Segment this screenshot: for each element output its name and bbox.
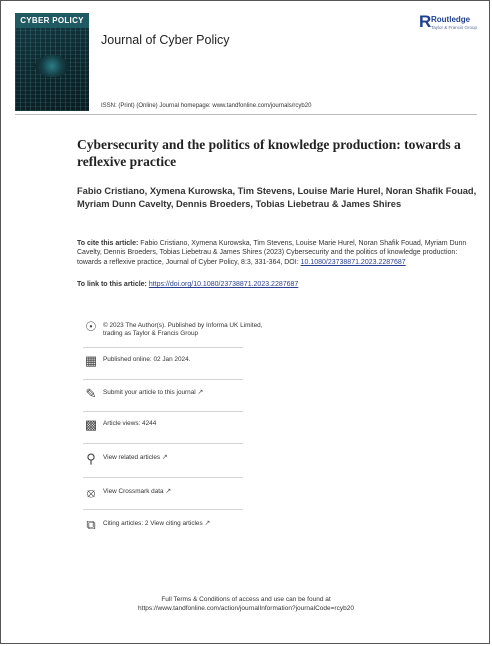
cite-label: To cite this article: [77, 240, 139, 247]
separator [83, 347, 243, 348]
pencil-icon: ✎ [85, 386, 97, 401]
separator [83, 379, 243, 380]
external-link-icon: ↗ [204, 520, 211, 527]
terms-url[interactable]: https://www.tandfonline.com/action/journalInformation?journalCode=rcyb20 [138, 605, 354, 612]
article-views-info [83, 417, 283, 439]
crossmark-text: View Crossmark data [103, 488, 164, 495]
citing-articles-icon: ⧉ [86, 517, 96, 532]
article-title: Cybersecurity and the politics of knowledge production: towards a reflexive practice [77, 137, 461, 169]
open-access-icon: ☉ [85, 319, 97, 334]
separator [83, 509, 243, 510]
cite-doi-link[interactable]: 10.1080/23738871.2023.2287687 [300, 258, 406, 266]
cover-title: CYBER POLICY [15, 13, 89, 28]
published-text: Published online: 02 Jan 2024. [103, 356, 191, 363]
article-doi-link[interactable]: https://doi.org/10.1080/23738871.2023.2287687 [148, 281, 299, 288]
journal-title: Journal of Cyber Policy [101, 33, 230, 47]
crossmark-link[interactable] [83, 485, 283, 507]
cite-text: Fabio Cristiano, Xymena Kurowska, Tim Stevens, Louise Marie Hurel, Noran Shafik Fouad, Myriam Dunn Cavelty, Dennis Broeders, Tobias Liebetrau & James Shires (2023) Cybersecurity and the politics of knowledge production: towards a reflexive practice, Journal of Cyber Policy, 8:3, 331-364, DOI: [77, 240, 467, 266]
calendar-icon: ▦ [84, 353, 98, 368]
citing-articles-link[interactable] [83, 517, 283, 539]
bar-chart-icon: ▩ [84, 417, 98, 432]
separator [83, 477, 243, 478]
publisher-subtitle: Taylor & Francis Group [431, 25, 478, 30]
cover-eye-graphic [35, 55, 69, 77]
routledge-logo-icon: R [419, 12, 432, 31]
related-articles-link[interactable] [83, 451, 283, 473]
link-block [77, 281, 477, 288]
terms-line: Full Terms & Conditions of access and use can be found at [161, 596, 331, 603]
submit-article-link[interactable] [83, 386, 283, 408]
journal-cover-image [15, 13, 89, 111]
publisher-logo[interactable] [419, 13, 483, 35]
external-link-icon: ↗ [165, 488, 172, 495]
issn-homepage-line[interactable]: ISSN: (Print) (Online) Journal homepage: www.tandfonline.com/journals/rcyb20 [101, 103, 312, 109]
separator [83, 443, 243, 444]
citing-text: Citing articles: 2 View citing articles [103, 520, 203, 527]
related-text: View related articles [103, 454, 161, 461]
views-text: Article views: 4244 [103, 420, 157, 427]
header-divider [15, 114, 477, 115]
article-authors: Fabio Cristiano, Xymena Kurowska, Tim Stevens, Louise Marie Hurel, Noran Shafik Fouad, Myriam Dunn Cavelty, Dennis Broeders, Tobias Liebetrau & James Shires [77, 186, 477, 209]
external-link-icon: ↗ [161, 454, 168, 461]
terms-footer [1, 595, 491, 613]
license-text: © 2023 The Author(s). Published by Informa UK Limited, trading as Taylor & Francis Group [103, 322, 263, 337]
publisher-name: Routledge [431, 15, 471, 24]
published-info [83, 353, 283, 375]
search-document-icon: ⚲ [86, 451, 96, 466]
submit-text: Submit your article to this journal [103, 389, 196, 396]
external-link-icon: ↗ [197, 389, 204, 396]
citation-block [77, 239, 477, 267]
link-label: To link to this article: [77, 281, 147, 288]
separator [83, 411, 243, 412]
license-info [83, 319, 283, 341]
crossmark-icon: ⦻ [86, 485, 96, 500]
